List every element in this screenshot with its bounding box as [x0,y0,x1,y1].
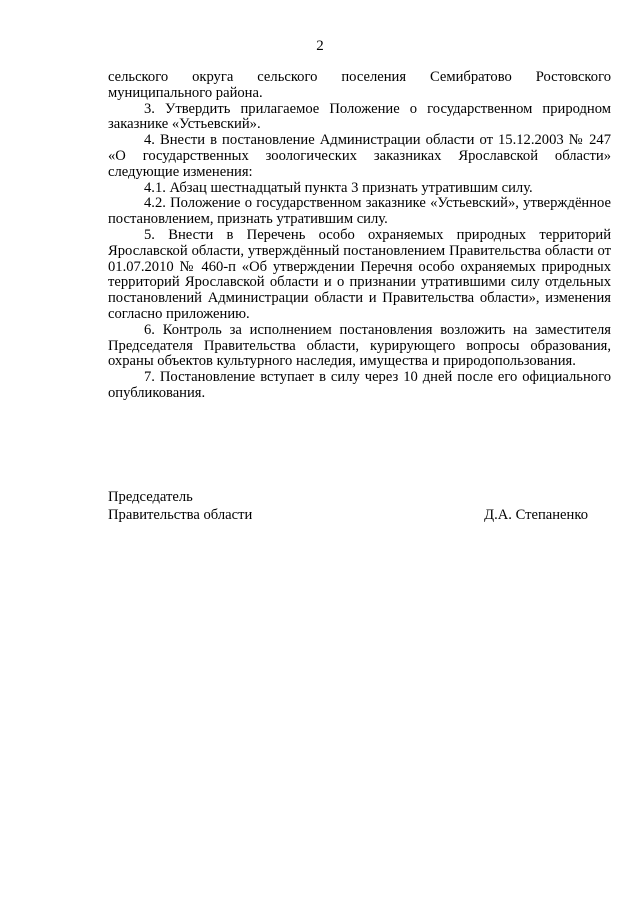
paragraph-continuation: сельского округа сельского поселения Семибратово Ростовского муниципального района. [108,69,611,101]
document-body [108,70,611,402]
signature-title-line1: Председатель [108,489,193,505]
page-number: 2 [316,38,324,54]
paragraph-item-5: 5. Внести в Перечень особо охраняемых природных территорий Ярославской области, утверждённый постановлением Правительства области от 01.07.2010 № 460-п «Об утверждении Перечня особо охраняемых природных территорий Ярославской области и о признании утратившими силу отдельных постановлений Администрации области и Правительства области», изменения согласно приложению. [108,226,611,322]
signature-line [108,506,588,524]
paragraph-item-3: 3. Утвердить прилагаемое Положение о государственном природном заказнике «Устьевский». [108,100,611,133]
signatory-name: Д.А. Степаненко [484,507,588,523]
paragraph-item-4: 4. Внести в постановление Администрации области от 15.12.2003 № 247 «О государственных зоологических заказниках Ярославской области» следующие изменения: [108,132,611,180]
paragraph-item-7: 7. Постановление вступает в силу через 10 дней после его официального опубликования. [108,369,611,401]
paragraph-item-6: 6. Контроль за исполнением постановления возложить на заместителя Председателя Правительства области, курирующего вопросы образования, охраны объектов культурного наследия, имущества и природопользования. [108,321,611,370]
paragraph-item-4-1: 4.1. Абзац шестнадцатый пункта 3 признать утратившим силу. [144,179,533,196]
signature-title-line2: Правительства области [108,507,253,523]
paragraph-item-4-2: 4.2. Положение о государственном заказнике «Устьевский», утверждённое постановлением, признать утратившим силу. [108,195,611,228]
signature-block [108,488,588,524]
